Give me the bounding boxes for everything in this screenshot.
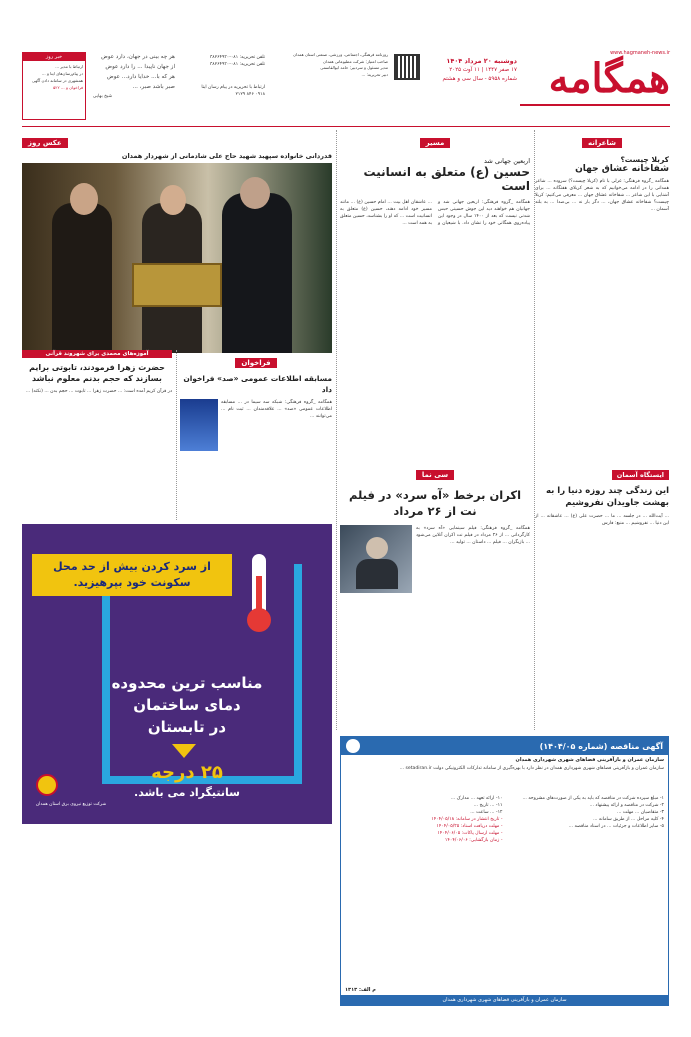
section-label: فراخوان	[235, 358, 276, 368]
tender-header	[341, 737, 668, 755]
article-body: همگامه _گروه فرهنگی: فیلم سینمایی «آه سرد» به کارگردانی ... از ۲۶ مرداد در فیلم نت اکران آنلاین می‌شود ... بازیگران ... فیلم ... داستان ... تولید ...	[416, 526, 530, 545]
newspaper-logo: همگامه	[548, 55, 670, 102]
issue-number: شماره ۵۹۵۸ - سال سی و هشتم	[442, 76, 517, 82]
tender-intro: سازمان عمران و بازآفرینی فضاهای شهری شهرداری همدان در نظر دارد با بهره‌گیری از سامانه تدارکات الکترونیکی دولت setadiran.ir ...	[399, 766, 664, 771]
logo-underline	[520, 104, 670, 106]
ad-main-line-1: مناسب ترین محدوده	[111, 674, 263, 692]
section-cinema	[340, 462, 530, 730]
article-kicker: اربعین جهانی شد	[483, 157, 530, 165]
person-icon	[366, 537, 388, 559]
section-aseman	[535, 462, 669, 727]
article-title: این زندگی چند روزه دنیا را به بهشت جاویدان نفروشیم	[545, 486, 669, 508]
website-url[interactable]: www.hagmaneh-news.ir	[610, 50, 670, 56]
contest-poster	[180, 399, 218, 451]
logo-block	[520, 50, 670, 120]
column-divider	[534, 130, 535, 730]
section-photo	[22, 130, 332, 340]
masthead	[22, 50, 670, 122]
column-divider	[336, 130, 337, 730]
section-amuzeh	[22, 350, 172, 520]
company-logo-icon	[36, 774, 58, 796]
article-title: مسابقه اطلاعات عمومی «صد» فراخوان داد	[183, 374, 332, 394]
arrow-down-icon	[172, 744, 196, 758]
column-divider	[176, 350, 177, 520]
energy-ad-poster	[22, 524, 332, 824]
ad-main-line-3: در تابستان	[147, 718, 227, 736]
sms-number: ۰۹۱۸ ۸۴۶ ۲۱۲۹	[235, 92, 265, 97]
article-body: همگامه _گروه فرهنگی: غزلی با نام (کربلا چیست؟) سروده ... شاعر همدانی را در ادامه می‌خوانیم که به شعر کربلای هفتگانه ... برای آشنایی با این شاعر ... شفاخانه عشاق جهان ... معرفی می‌کنیم: کربلا چیست؟ شفاخانه عشاق جهان، ... دگر بار نه ... بی‌صدا ... به بلند آسمان ...	[535, 179, 669, 212]
article-body: همگامه _گروه فرهنگی: شبکه سه سیما در ... مسابقه اطلاعات عمومی «صد» ... علاقه‌مندان ... ثبت نام ... می‌توانند ...	[221, 400, 332, 419]
publisher-info: روزنامه فرهنگی، اجتماعی، ورزشی، صنعتی استان همدان صاحب امتیاز: شرکت مطبوعاتی همدان مدیر مسئول و سردبیر: حامد ابوالقاسمی دبیر تحریریه: ...	[293, 52, 388, 77]
article-body: همگامه _گروه فرهنگی: اربعین جهانی شد و جهانیان هم خواهند دید این جوش حسینی حبس شدنی نیست که بعد از ۱۴۰۰ سال در وجود این پیاده‌روی همگانی خود را نشان داد. با شیعیان و ... عاشقان اهل بیت ... امام حسین (ع) ... مانند مسیر خود ادامه دهند، حسین (ع) متعلق به انسانیت است ... که او را بشناسد، حسین متعلق به همه است ...	[340, 200, 530, 226]
tender-code: م الف: ۱۳۱۳	[345, 987, 376, 993]
date-line-2: ۱۷ صفر ۱۴۴۷ | ۱۱ آوت ۲۰۲۵	[449, 67, 517, 73]
gift-frame	[132, 263, 222, 307]
tender-items-left: ۱۰- ارائه تعهد ... مدارک ... ۱۱- ... تاریخ ... ۱۲- ... ساعت ... - تاریخ انتشار در سامانه: ۱۴۰۴/۰۵/۱۸ - مهلت دریافت اسناد: ۱۴۰۴/۰۵/۲۵ - مهلت ارسال پاکات: ۱۴۰۴/۰۶/۰۵ - زمان بازگشایی: ۱۴۰۴/۰۶/۰۶	[431, 796, 503, 843]
qr-code	[394, 54, 420, 80]
temperature-line: سانتیگراد می باشد.	[134, 786, 240, 799]
tender-footer: سازمان عمران و بازآفرینی فضاهای شهری شهرداری همدان	[341, 995, 668, 1005]
article-kicker: کربلا چیست؟	[620, 155, 669, 164]
article-title: شفاخانه عشاق جهان	[575, 164, 669, 174]
news-day-label: خبر روز	[23, 53, 85, 61]
sms-label: ارتباط با تحریریه در پیام رسان ایتا	[201, 85, 265, 90]
movie-poster	[340, 525, 412, 593]
tender-notice	[340, 736, 669, 1006]
thermometer-icon	[252, 554, 266, 624]
section-label: آموزه‌های محمدی برای شهروند قرآنی	[22, 350, 172, 358]
tender-items-right: ۱- مبلغ سپرده شرکت در مناقصه که باید به یکی از صورت‌های مشروحه ... ۲- شرکت در مناقصه و ارائه پیشنهاد ... ۳- متقاضیان ... مهلت ... ۴- کلیه مراحل ... از طریق سامانه ... ۵- سایر اطلاعات و جزئیات ... در اسناد مناقصه ...	[522, 796, 664, 829]
ad-banner: از سرد کردن بیش از حد محل سکونت خود بپرهیزید.	[32, 554, 232, 596]
municipality-logo-icon	[346, 739, 360, 753]
tender-title: آگهی مناقصه (شماره ۱۴۰۴/۰۵)	[539, 741, 663, 751]
poem-author: شیخ بهایی	[93, 94, 113, 99]
temperature-value: ۲۵ درجه	[151, 762, 223, 783]
tender-org: سازمان عمران و بازآفرینی فضاهای شهری شهرداری همدان	[515, 757, 664, 763]
photo-image	[22, 163, 332, 353]
date-line: دوشنبه ۲۰ مرداد ۱۴۰۴	[446, 57, 517, 65]
date-block	[425, 56, 517, 84]
article-title: حسین (ع) متعلق به انسانیت است	[363, 165, 530, 193]
article-body: ... آیت‌الله ... در جلسه ... ما ... حضرت علی (ع) ... عاشقانه ... از این دنیا ... نفروشیم ... منبع: فارس	[535, 514, 669, 526]
ad-main-line-2: دمای ساختمان	[133, 696, 241, 714]
masthead-divider	[22, 126, 670, 127]
section-label: ایستگاه آسمان	[612, 470, 669, 480]
section-label: شاعرانه	[582, 138, 622, 148]
article-title: حضرت زهرا فرمودند، تابوتی برایم بسازند که حجم بدنم معلوم نباشد	[29, 363, 165, 383]
section-masir	[340, 130, 530, 460]
section-label: سی نما	[416, 470, 454, 480]
photo-caption: قدردانی خانواده سپهبد شهید حاج علی شادمانی از شهردار همدان	[121, 152, 332, 160]
article-body: در قرآن کریم آمده است: ... حضرت زهرا ... تابوت ... حجم بدن ... (نکته) ...	[25, 389, 172, 394]
contact-info: تلفن تحریریه: ۰۸۱-۳۸۲۶۴۹۳۰ تلفن تحریریه: ۰۸۱-۳۸۲۶۴۹۳۰ ارتباط با تحریریه در پیام رسان ایتا ۰۹۱۸ ۸۴۶ ۲۱۲۹	[179, 54, 265, 98]
company-name: شرکت توزیع نیروی برق استان همدان	[35, 802, 107, 807]
article-title: اکران برخط «آه سرد» در فیلم نت از ۲۶ مرداد	[348, 488, 522, 518]
section-farakhan	[180, 350, 332, 520]
news-day-box: خبر روز ارتباط با مدیر ... در پیام‌رسان‌های ایتا و ... همشهری در سامانه دادن آگهی فراخوان و ... ۵۲۲	[22, 52, 86, 120]
poem-box: هر چه بینی در جهان، دارد عوض از جهان ناپیدا ... را دارد عوض هر که با... خدایا دارد... عوض صبر باشد صبر، ... شیخ بهایی	[93, 52, 175, 102]
section-label: عکس روز	[22, 138, 68, 148]
section-label: مسیر	[420, 138, 451, 148]
